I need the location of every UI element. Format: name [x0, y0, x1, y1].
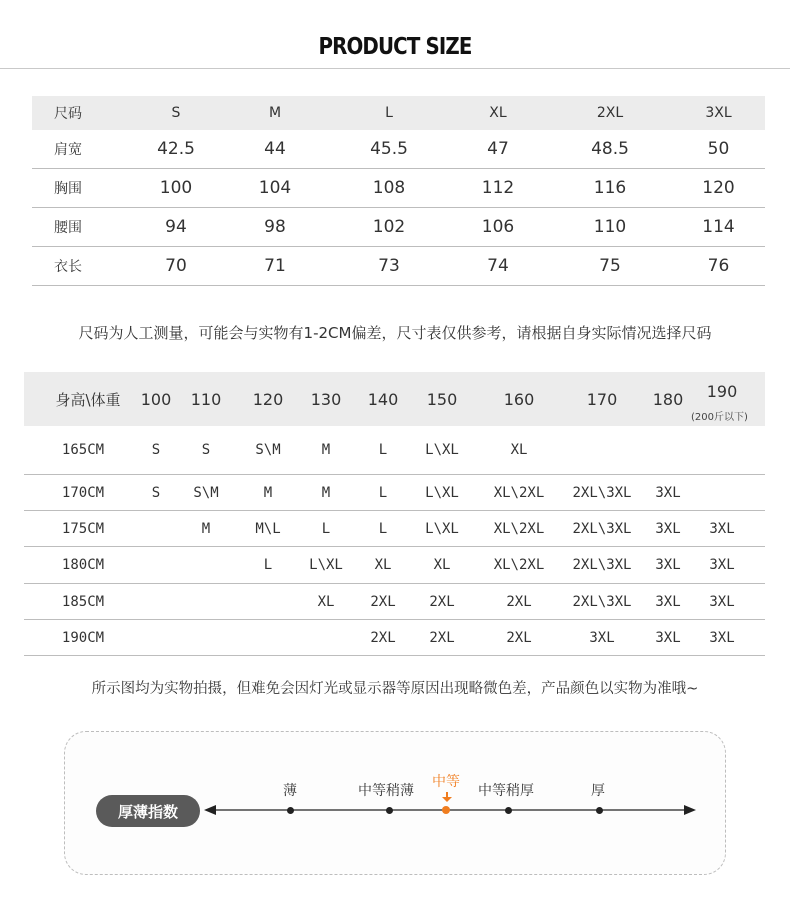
table-cell: 106 [481, 217, 515, 237]
table-cell: S [151, 484, 161, 501]
height-label: 170CM [61, 484, 105, 501]
table-cell: 102 [372, 217, 406, 237]
table-cell: 70 [165, 256, 187, 276]
table-cell: 3XL [655, 557, 681, 573]
weight-header-cell: 150 [426, 389, 458, 409]
weight-190-sub: (200斤以下) [691, 412, 748, 423]
weight-header-cell: 130 [310, 389, 342, 409]
table-cell: L\XL [425, 520, 459, 537]
table-cell: XL [510, 442, 528, 458]
table-cell: 76 [707, 256, 730, 276]
table-cell: 116 [593, 178, 627, 198]
table-cell: 98 [264, 217, 286, 237]
table-cell: 94 [165, 217, 187, 237]
weight-header-cell: 190 [706, 381, 738, 401]
table-row [24, 475, 765, 511]
weight-header-cell: 140 [367, 389, 399, 409]
table-cell [134, 620, 178, 655]
title-divider [0, 68, 790, 69]
table-cell [184, 584, 228, 619]
table-row [24, 426, 765, 475]
table-cell [302, 620, 350, 655]
table-cell [698, 426, 746, 474]
table-cell: 3XL [709, 593, 735, 610]
table-cell: 112 [481, 178, 515, 198]
color-note: 所示图均为实物拍摄，但难免会因灯光或显示器等原因出现略微色差，产品颜色以实物为准哦~ [91, 681, 699, 697]
table-cell [562, 426, 642, 474]
row-label: 衣长 [54, 259, 82, 275]
table-row [32, 130, 765, 169]
table-cell: 48.5 [591, 139, 629, 159]
table-cell: M [201, 520, 211, 537]
thickness-level-medium-thin: 中等稍薄 [358, 783, 414, 799]
weight-header-cell: 180 [652, 389, 684, 409]
measurement-note: 尺码为人工测量，可能会与实物有1-2CM偏差，尺寸表仅供参考，请根据自身实际情况选择尺码 [78, 324, 712, 342]
table-cell: 42.5 [157, 139, 195, 159]
table-row [24, 620, 765, 656]
weight-header-cell: 100 [140, 389, 172, 409]
table-row [24, 547, 765, 584]
thickness-scale-axis [200, 800, 700, 820]
table-cell: XL\2XL [493, 520, 545, 537]
size-header-cell: L [385, 105, 393, 121]
table-cell: 3XL [709, 520, 735, 537]
table-cell: L [378, 442, 388, 458]
thickness-level-thin: 薄 [283, 783, 297, 799]
down-arrow-icon [441, 791, 453, 803]
table-cell: 104 [258, 178, 292, 198]
table-cell: L\XL [425, 484, 459, 501]
table-cell: 114 [702, 217, 735, 237]
size-header-cell: M [268, 105, 282, 121]
table-cell: 73 [378, 256, 400, 276]
row-label: 腰围 [54, 220, 82, 236]
table-cell [134, 547, 178, 583]
scale-dot-selected [442, 806, 450, 814]
scale-dot [505, 807, 512, 814]
table-cell: L [263, 557, 273, 573]
table-cell: 2XL\3XL [572, 520, 632, 537]
table-cell: 2XL [370, 593, 396, 610]
table-cell: S [151, 442, 161, 458]
table-cell: 3XL [709, 629, 735, 646]
table-cell: M\L [255, 520, 281, 537]
table-cell: M [263, 484, 273, 501]
thickness-level-thick: 厚 [591, 783, 605, 799]
thickness-level-medium-thick: 中等稍厚 [478, 783, 534, 799]
table-cell: 120 [702, 178, 735, 198]
table-cell: XL\2XL [493, 557, 545, 573]
table-cell: 108 [372, 178, 406, 198]
table-cell: 3XL [655, 593, 681, 610]
page-title: PRODUCT SIZE [318, 34, 472, 60]
table-cell: 2XL [429, 629, 455, 646]
table-cell [644, 426, 692, 474]
table-cell: L\XL [425, 442, 459, 458]
table-cell: XL\2XL [493, 484, 545, 501]
table-cell [134, 511, 178, 546]
thickness-badge: 厚薄指数 [96, 795, 200, 827]
table-cell: 74 [487, 256, 509, 276]
table-row [32, 169, 765, 208]
table-row [32, 247, 765, 286]
table-cell: 3XL [655, 629, 681, 646]
table-cell: L [378, 484, 388, 501]
height-label: 175CM [61, 520, 105, 537]
table-cell [244, 584, 292, 619]
table-row [24, 584, 765, 620]
weight-header-cell: 110 [190, 389, 222, 409]
size-header-cell: XL [489, 105, 507, 121]
height-label: 185CM [61, 593, 105, 610]
table-cell: 3XL [655, 520, 681, 537]
table-cell [244, 620, 292, 655]
table-cell: S [201, 442, 211, 458]
table-cell: 2XL [370, 629, 396, 646]
size-header-label: 尺码 [54, 106, 82, 122]
table-cell [134, 584, 178, 619]
table-cell: XL [433, 557, 451, 573]
table-cell: 2XL\3XL [572, 484, 632, 501]
table-cell: S\M [193, 484, 219, 501]
table-cell: L\XL [309, 557, 343, 573]
table-cell: 3XL [709, 557, 735, 573]
table-cell: 3XL [655, 484, 681, 501]
table-cell: 50 [707, 139, 730, 159]
table-cell: 45.5 [370, 139, 408, 159]
table-row [32, 208, 765, 247]
thickness-level-medium: 中等 [432, 774, 460, 790]
scale-dot [386, 807, 393, 814]
table-cell: 110 [593, 217, 627, 237]
size-header-cell: 3XL [705, 105, 732, 121]
scale-dot [287, 807, 294, 814]
table-cell: XL [374, 557, 392, 573]
height-label: 180CM [61, 557, 105, 573]
table-cell: L [321, 520, 331, 537]
height-label: 165CM [61, 442, 105, 458]
weight-header-cell: 170 [586, 389, 618, 409]
row-label: 肩宽 [54, 142, 82, 158]
fit-header-label: 身高\体重 [55, 390, 121, 409]
table-cell: M [321, 442, 331, 458]
table-cell: S\M [255, 442, 281, 458]
table-cell: 100 [159, 178, 193, 198]
table-cell: L [378, 520, 388, 537]
table-cell [698, 475, 746, 510]
table-cell: XL [317, 593, 335, 610]
table-cell: 47 [487, 139, 509, 159]
size-header-cell: S [171, 105, 181, 121]
table-cell: 44 [264, 139, 286, 159]
height-label: 190CM [61, 629, 105, 646]
table-cell: 2XL [429, 593, 455, 610]
table-cell: 2XL [506, 593, 532, 610]
table-cell: 2XL\3XL [572, 593, 632, 610]
table-row [24, 511, 765, 547]
table-cell: 2XL [506, 629, 532, 646]
table-cell: M [321, 484, 331, 501]
table-cell: 3XL [589, 629, 615, 646]
table-cell: 71 [264, 256, 286, 276]
table-cell: 2XL\3XL [572, 557, 632, 573]
size-table-header [32, 96, 765, 130]
weight-header-cell: 120 [252, 389, 284, 409]
row-label: 胸围 [54, 181, 82, 197]
table-cell [184, 547, 228, 583]
scale-dot [596, 807, 603, 814]
fit-table-header [24, 372, 765, 426]
weight-header-cell: 160 [503, 389, 535, 409]
table-cell [184, 620, 228, 655]
table-cell: 75 [599, 256, 621, 276]
size-header-cell: 2XL [596, 105, 624, 121]
